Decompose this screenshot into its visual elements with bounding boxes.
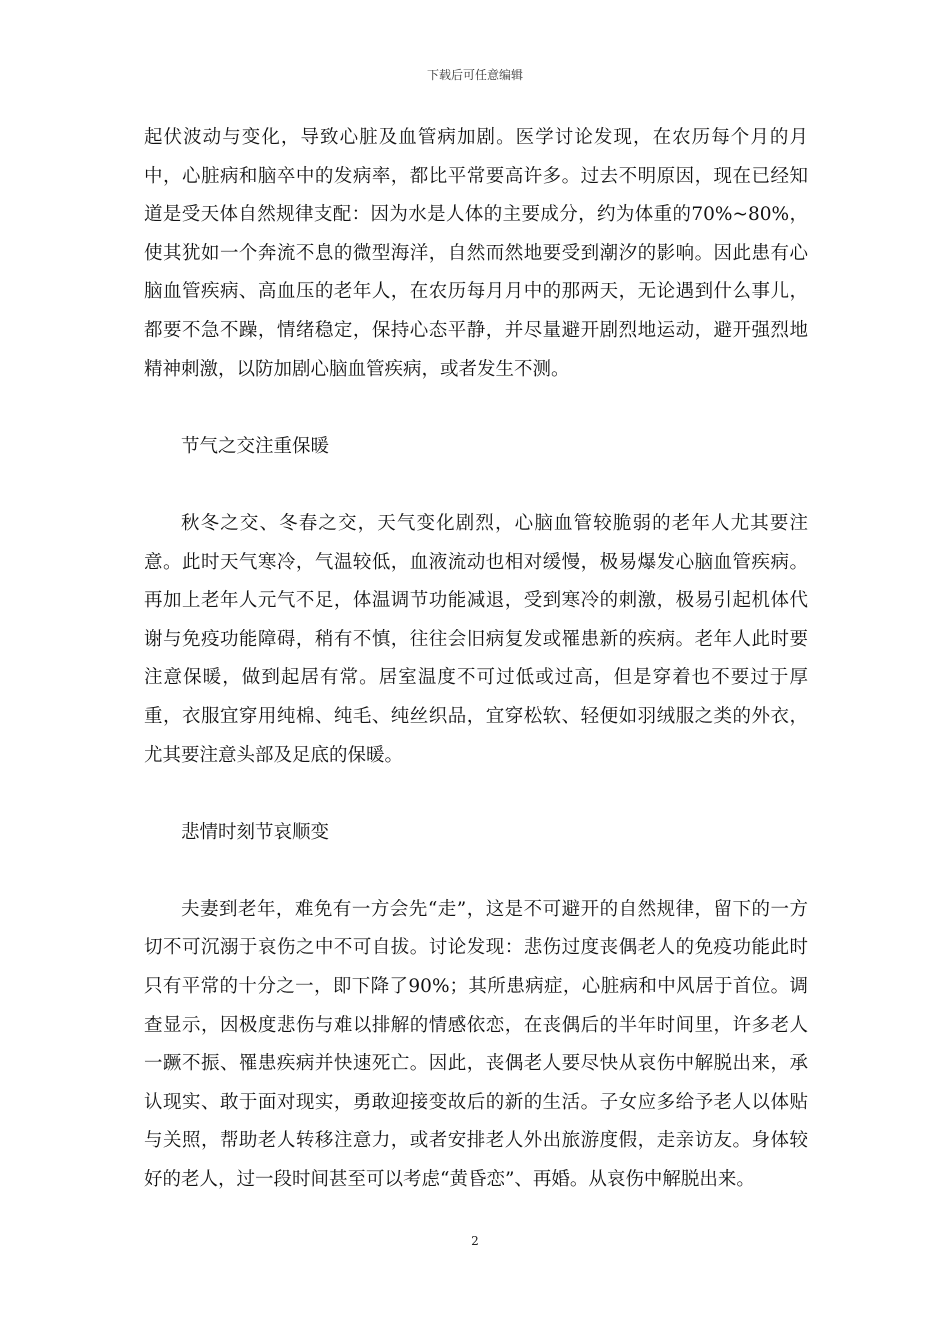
page-number: 2 <box>471 1234 479 1248</box>
section-heading-grief: 悲情时刻节哀顺变 <box>181 821 330 843</box>
document-body <box>144 119 808 1200</box>
paragraph-grief: 夫妻到老年，难免有一方会先“走”，这是不可避开的自然规律，留下的一方切不可沉溺于哀伤之中不可自拔。讨论发现：悲伤过度丧偶老人的免疫功能此时只有平常的十分之一，即下降了90%；其所患病症，心脏病和中风居于首位。调查显示，因极度悲伤与难以排解的情感依恋，在丧偶后的半年时间里，许多老人一蹶不振、罹患疾病并快速死亡。因此，丧偶老人要尽快从哀伤中解脱出来，承认现实、敢于面对现实，勇敢迎接变故后的新的生活。子女应多给予老人以体贴与关照，帮助老人转移注意力，或者安排老人外出旅游度假，走亲访友。身体较好的老人，过一段时间甚至可以考虑“黄昏恋”、再婚。从哀伤中解脱出来。 <box>144 898 808 1191</box>
page-header: 下载后可任意编辑 <box>426 68 523 82</box>
spacer <box>144 852 808 891</box>
paragraph-warmth: 秋冬之交、冬春之交，天气变化剧烈，心脑血管较脆弱的老年人尤其要注意。此时天气寒冷，气温较低，血液流动也相对缓慢，极易爆发心脑血管疾病。再加上老年人元气不足，体温调节功能减退，受到寒冷的刺激，极易引起机体代谢与免疫功能障碍，稍有不慎，往往会旧病复发或罹患新的疾病。老年人此时要注意保暖，做到起居有常。居室温度不可过低或过高，但是穿着也不要过于厚重，衣服宜穿用纯棉、纯毛、纯丝织品，宜穿松软、轻便如羽绒服之类的外衣，尤其要注意头部及足底的保暖。 <box>144 512 808 766</box>
spacer <box>144 466 808 505</box>
spacer <box>144 389 808 428</box>
section-heading-warmth: 节气之交注重保暖 <box>181 435 330 457</box>
spacer <box>144 775 808 814</box>
paragraph-continued: 起伏波动与变化，导致心脏及血管病加剧。医学讨论发现，在农历每个月的月中，心脏病和脑卒中的发病率，都比平常要高许多。过去不明原因，现在已经知道是受天体自然规律支配：因为水是人体的主要成分，约为体重的70%~80%，使其犹如一个奔流不息的微型海洋，自然而然地要受到潮汐的影响。因此患有心脑血管疾病、高血压的老年人，在农历每月月中的那两天，无论遇到什么事儿，都要不急不躁，情绪稳定，保持心态平静，并尽量避开剧烈地运动，避开强烈地精神刺激，以防加剧心脑血管疾病，或者发生不测。 <box>144 127 808 380</box>
